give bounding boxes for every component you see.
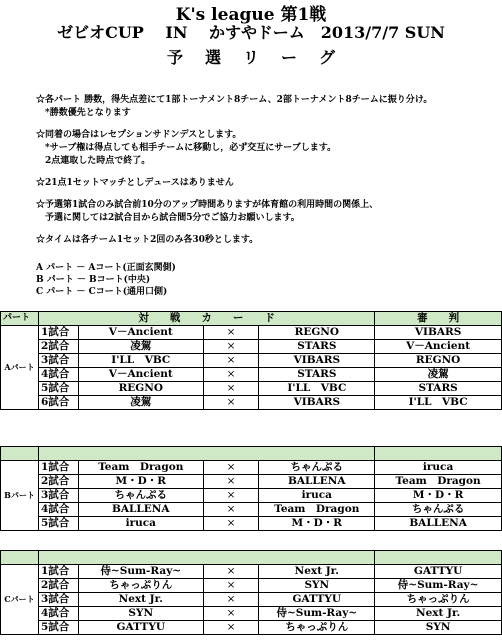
table-row	[1, 396, 502, 410]
table-row	[1, 517, 502, 531]
referee: M・D・R	[375, 489, 502, 503]
team2: iruca	[259, 489, 375, 503]
note-line: ☆各パート 勝数，得失点差にて1部トーナメント8チーム、2部トーナメント8チームに振り分け。	[36, 95, 433, 105]
table-row	[1, 382, 502, 396]
table-row	[1, 475, 502, 489]
team1: 凌駕	[78, 340, 203, 354]
team1: Next Jr.	[78, 593, 203, 607]
team2: Next Jr.	[259, 565, 375, 579]
note-line	[36, 168, 496, 177]
versus-mark: ×	[203, 621, 259, 635]
note-line: *サーブ権は得点しても相手チームに移動し，必ず交互にサーブします。	[36, 143, 337, 153]
versus-mark: ×	[203, 607, 259, 621]
versus-mark: ×	[203, 489, 259, 503]
header-card: 対 戦 カ ー ド	[38, 312, 374, 326]
team2: VIBARS	[259, 396, 375, 410]
note-line	[36, 190, 496, 199]
table-row	[1, 579, 502, 593]
referee: ちゃっぷりん	[375, 593, 502, 607]
table-row	[1, 621, 502, 635]
part-label: Cパート	[1, 565, 39, 635]
table-row	[1, 461, 502, 475]
team1: iruca	[78, 517, 203, 531]
schedule-table	[0, 550, 502, 635]
header-part: パート	[1, 312, 39, 326]
referee: VIBARS	[375, 326, 502, 340]
game-number: 3試合	[38, 593, 78, 607]
team2: STARS	[259, 340, 375, 354]
referee: BALLENA	[375, 517, 502, 531]
referee: iruca	[375, 461, 502, 475]
table-row	[1, 326, 502, 340]
referee: 侍~Sum-Ray~	[375, 579, 502, 593]
team1: Team Dragon	[78, 461, 203, 475]
team2: 侍~Sum-Ray~	[259, 607, 375, 621]
team1: V－Ancient	[78, 326, 203, 340]
event-subtitle: ゼビオCUP IN かすやドーム 2013/7/7 SUN	[57, 23, 445, 42]
game-number: 4試合	[38, 607, 78, 621]
versus-mark: ×	[203, 340, 259, 354]
game-number: 3試合	[38, 489, 78, 503]
table-row	[1, 593, 502, 607]
team2: ちゃっぷりん	[259, 621, 375, 635]
team2: STARS	[259, 368, 375, 382]
table-row	[1, 354, 502, 368]
game-number: 1試合	[38, 565, 78, 579]
referee: REGNO	[375, 354, 502, 368]
note-line: ☆21点1セットマッチとしデュースはありません	[36, 178, 234, 188]
team1: 凌駕	[78, 396, 203, 410]
referee: GATTYU	[375, 565, 502, 579]
game-number: 1試合	[38, 461, 78, 475]
court-line: B パート － Bコート(中央)	[36, 275, 151, 285]
versus-mark: ×	[203, 593, 259, 607]
schedule-table	[0, 311, 502, 410]
game-number: 3試合	[38, 354, 78, 368]
table-row	[1, 565, 502, 579]
versus-mark: ×	[203, 382, 259, 396]
table-row	[1, 340, 502, 354]
game-number: 1試合	[38, 326, 78, 340]
team2: I'LL VBC	[259, 382, 375, 396]
header-card-blank	[38, 551, 374, 565]
team2: GATTYU	[259, 593, 375, 607]
team1: M・D・R	[78, 475, 203, 489]
header-referee: 審 判	[375, 312, 502, 326]
table-header	[1, 312, 502, 326]
team1: SYN	[78, 607, 203, 621]
referee: V－Ancient	[375, 340, 502, 354]
court-line: C パート － Cコート(通用口側)	[36, 287, 168, 297]
team2: BALLENA	[259, 475, 375, 489]
team2: Team Dragon	[259, 503, 375, 517]
note-line: ☆タイムは各チーム1セット2回のみ各30秒とします。	[36, 235, 259, 245]
table-row	[1, 607, 502, 621]
note-line: *勝数優先となります	[36, 108, 131, 118]
referee: 凌駕	[375, 368, 502, 382]
versus-mark: ×	[203, 517, 259, 531]
rules-notes	[36, 94, 496, 247]
referee: SYN	[375, 621, 502, 635]
schedule-table	[0, 446, 502, 531]
team2: M・D・R	[259, 517, 375, 531]
part-label: Aパート	[1, 326, 39, 410]
team1: I'LL VBC	[78, 354, 203, 368]
versus-mark: ×	[203, 475, 259, 489]
versus-mark: ×	[203, 565, 259, 579]
team2: VIBARS	[259, 354, 375, 368]
versus-mark: ×	[203, 396, 259, 410]
note-line: ☆予選第1試合のみ試合前10分のアップ時間ありますが体育館の利用時間の関係上、	[36, 200, 379, 210]
team1: GATTYU	[78, 621, 203, 635]
note-line	[36, 225, 496, 234]
game-number: 5試合	[38, 382, 78, 396]
game-number: 4試合	[38, 503, 78, 517]
team1: 侍~Sum-Ray~	[78, 565, 203, 579]
referee: ちゃんぷる	[375, 503, 502, 517]
game-number: 2試合	[38, 475, 78, 489]
note-line: ☆同着の場合はレセプションサドンデスとします。	[36, 130, 242, 140]
referee: Next Jr.	[375, 607, 502, 621]
table-row	[1, 368, 502, 382]
team2: REGNO	[259, 326, 375, 340]
table-header	[1, 551, 502, 565]
game-number: 6試合	[38, 396, 78, 410]
team1: ちゃんぷる	[78, 489, 203, 503]
game-number: 4試合	[38, 368, 78, 382]
part-label: Bパート	[1, 461, 39, 531]
versus-mark: ×	[203, 579, 259, 593]
note-line	[36, 120, 496, 129]
team1: REGNO	[78, 382, 203, 396]
table-row	[1, 503, 502, 517]
table-header	[1, 447, 502, 461]
header-referee-blank	[375, 447, 502, 461]
game-number: 2試合	[38, 579, 78, 593]
game-number: 2試合	[38, 340, 78, 354]
team1: ちゃっぷりん	[78, 579, 203, 593]
header-part-blank	[1, 447, 39, 461]
versus-mark: ×	[203, 354, 259, 368]
versus-mark: ×	[203, 461, 259, 475]
section-title: 予選リーグ	[166, 48, 357, 67]
versus-mark: ×	[203, 503, 259, 517]
team2: ちゃんぷる	[259, 461, 375, 475]
table-row	[1, 489, 502, 503]
court-assignments	[36, 262, 176, 298]
versus-mark: ×	[203, 326, 259, 340]
referee: I'LL VBC	[375, 396, 502, 410]
game-number: 5試合	[38, 517, 78, 531]
team1: BALLENA	[78, 503, 203, 517]
game-number: 5試合	[38, 621, 78, 635]
note-line: 2点連取した時点で終了。	[36, 156, 151, 166]
event-title: K's league 第1戦	[175, 5, 327, 25]
versus-mark: ×	[203, 368, 259, 382]
header-part-blank	[1, 551, 39, 565]
referee: Team Dragon	[375, 475, 502, 489]
note-line: 予選に関しては2試合目から試合間5分でご協力お願いします。	[36, 213, 300, 223]
court-line: A パート － Aコート(正面玄関側)	[36, 263, 176, 273]
header-card-blank	[38, 447, 374, 461]
header-referee-blank	[375, 551, 502, 565]
team2: SYN	[259, 579, 375, 593]
referee: STARS	[375, 382, 502, 396]
team1: V－Ancient	[78, 368, 203, 382]
